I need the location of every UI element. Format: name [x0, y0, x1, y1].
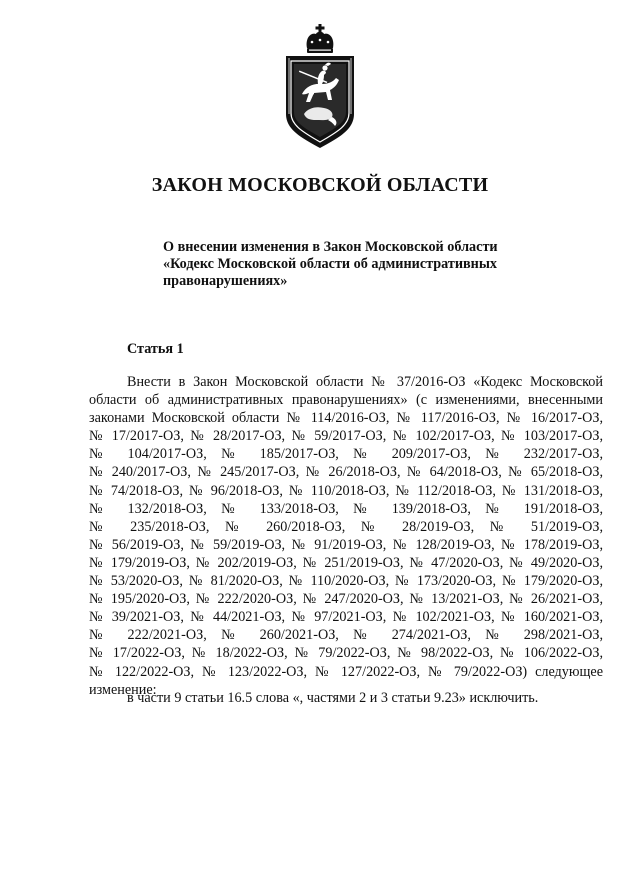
body-line: № 235/2018-ОЗ, № 260/2018-ОЗ, № 28/2019-ОЗ, № 51/2019-ОЗ,: [89, 518, 603, 535]
body-line: № 240/2017-ОЗ, № 245/2017-ОЗ, № 26/2018-ОЗ, № 64/2018-ОЗ, № 65/2018-ОЗ,: [89, 464, 603, 481]
body-line: № 122/2022-ОЗ, № 123/2022-ОЗ, № 127/2022-ОЗ, № 79/2022-ОЗ) следующее: [89, 663, 603, 680]
amendment-title-line: «Кодекс Московской области об административных: [163, 256, 498, 272]
body-line: № 56/2019-ОЗ, № 59/2019-ОЗ, № 91/2019-ОЗ, № 128/2019-ОЗ, № 178/2019-ОЗ,: [89, 536, 603, 553]
body-line: № 17/2022-ОЗ, № 18/2022-ОЗ, № 79/2022-ОЗ, № 98/2022-ОЗ, № 106/2022-ОЗ,: [89, 645, 603, 662]
body-line: № 17/2017-ОЗ, № 28/2017-ОЗ, № 59/2017-ОЗ, № 102/2017-ОЗ, № 103/2017-ОЗ,: [89, 428, 603, 445]
amendment-title-line: О внесении изменения в Закон Московской области: [163, 239, 498, 255]
body-line: Внести в Закон Московской области № 37/2016-ОЗ «Кодекс Московской: [127, 374, 603, 390]
body-line: № 53/2020-ОЗ, № 81/2020-ОЗ, № 110/2020-ОЗ, № 173/2020-ОЗ, № 179/2020-ОЗ,: [89, 573, 603, 590]
article-body: [89, 373, 603, 699]
amendment-title-line: правонарушениях»: [163, 273, 288, 289]
body-line: изменение:: [89, 681, 157, 698]
amendment-title: [163, 239, 553, 290]
body-line: № 74/2018-ОЗ, № 96/2018-ОЗ, № 110/2018-ОЗ, № 112/2018-ОЗ, № 131/2018-ОЗ,: [89, 482, 603, 499]
body-line: № 222/2021-ОЗ, № 260/2021-ОЗ, № 274/2021-ОЗ, № 298/2021-ОЗ,: [89, 627, 603, 644]
body-line: области об административных правонарушениях» (с изменениями, внесенными: [89, 392, 603, 409]
body-line: № 39/2021-ОЗ, № 44/2021-ОЗ, № 97/2021-ОЗ, № 102/2021-ОЗ, № 160/2021-ОЗ,: [89, 609, 603, 626]
article-heading: Статья 1: [127, 341, 184, 357]
body-line: № 195/2020-ОЗ, № 222/2020-ОЗ, № 247/2020-ОЗ, № 13/2021-ОЗ, № 26/2021-ОЗ,: [89, 591, 603, 608]
body-line: законами Московской области № 114/2016-ОЗ, № 117/2016-ОЗ, № 16/2017-ОЗ,: [89, 410, 603, 427]
body-line: № 104/2017-ОЗ, № 185/2017-ОЗ, № 209/2017-ОЗ, № 232/2017-ОЗ,: [89, 446, 603, 463]
body-line: № 179/2019-ОЗ, № 202/2019-ОЗ, № 251/2019-ОЗ, № 47/2020-ОЗ, № 49/2020-ОЗ,: [89, 554, 603, 571]
body-line: № 132/2018-ОЗ, № 133/2018-ОЗ, № 139/2018-ОЗ, № 191/2018-ОЗ,: [89, 500, 603, 517]
exclusion-clause: в части 9 статьи 16.5 слова «, частями 2 и 3 статьи 9.23» исключить.: [127, 690, 539, 706]
law-title: ЗАКОН МОСКОВСКОЙ ОБЛАСТИ: [151, 174, 489, 196]
coat-of-arms-icon: [280, 22, 360, 150]
